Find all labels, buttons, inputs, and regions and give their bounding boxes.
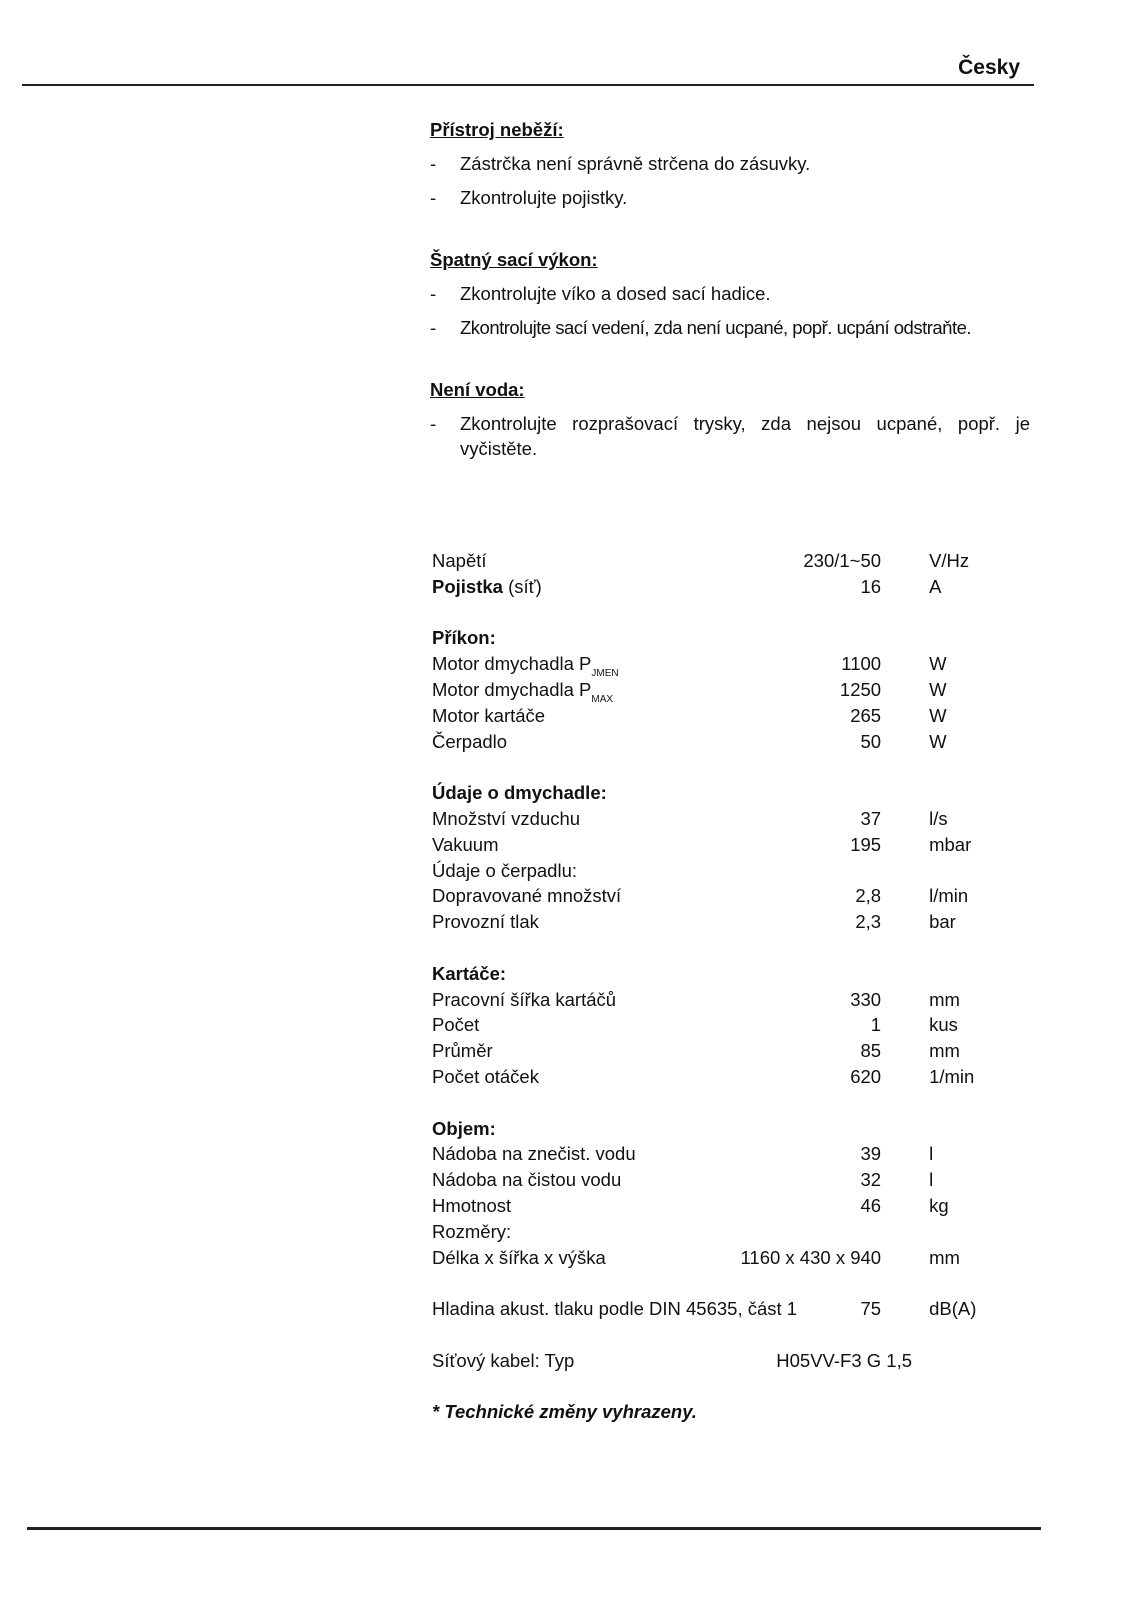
troubleshoot-block-no-water xyxy=(430,378,1030,461)
spec-heading: Údaje o dmychadle: xyxy=(432,782,607,804)
top-divider xyxy=(22,84,1034,86)
troubleshooting-section xyxy=(430,118,1030,499)
list-item: - Zástrčka není správně strčena do zásuvky. xyxy=(430,153,811,174)
troubleshoot-block-not-running xyxy=(430,118,1030,210)
page-language-header: Česky xyxy=(958,56,1020,79)
list-item: - Zkontrolujte víko a dosed sací hadice. xyxy=(430,283,771,304)
spec-row: Motor dmychadla $P_{MAX}$ 1250 W xyxy=(432,678,947,705)
spec-subheading: Rozměry: xyxy=(432,1220,512,1242)
spec-row: Hmotnost 46 kg xyxy=(432,1194,949,1216)
section-title: Špatný sací výkon: xyxy=(430,249,598,270)
spec-row: Množství vzduchu 37 l/s xyxy=(432,807,948,829)
spec-row: Počet 1 kus xyxy=(432,1014,958,1036)
spec-row: Nádoba na čistou vodu 32 l xyxy=(432,1169,934,1191)
section-title: Není voda: xyxy=(430,379,525,400)
spec-row: Počet otáček 620 1/min xyxy=(432,1065,975,1087)
troubleshoot-block-suction xyxy=(430,248,1030,340)
list-item: - Zkontrolujte rozprašovací trysky, zda nejsou ucpané, popř. je vyčistěte. xyxy=(430,413,1030,459)
spec-row: Vakuum 195 mbar xyxy=(432,833,972,855)
spec-row: Dopravované množství 2,8 l/min xyxy=(432,885,969,907)
spec-row: Motor kartáče 265 W xyxy=(432,704,947,726)
spec-row: Provozní tlak 2,3 bar xyxy=(432,911,956,933)
list-item: - Zkontrolujte pojistky. xyxy=(430,187,628,208)
spec-row: Síťový kabel: Typ H05VV-F3 G 1,5 xyxy=(432,1349,912,1371)
spec-heading: Příkon: xyxy=(432,627,496,649)
spec-heading: Objem: xyxy=(432,1117,496,1139)
spec-row: Pracovní šířka kartáčů 330 mm xyxy=(432,988,960,1010)
list-item: - Zkontrolujte sací vedení, zda není ucpané, popř. ucpání odstraňte. xyxy=(430,317,972,338)
spec-row: Motor dmychadla $P_{JMEN}$ 1100 W xyxy=(432,653,947,680)
spec-row: Délka x šířka x výška 1160 x 430 x 940 mm xyxy=(432,1246,960,1268)
spec-row: Průměr 85 mm xyxy=(432,1040,960,1062)
spec-row: Nádoba na znečist. vodu 39 l xyxy=(432,1143,934,1165)
spec-row: Napětí 230/1~50 V/Hz xyxy=(432,550,970,571)
footnote: * Technické změny vyhrazeny. xyxy=(432,1401,697,1423)
spec-subheading: Údaje o čerpadlu: xyxy=(432,859,578,881)
spec-row: Hladina akust. tlaku podle DIN 45635, část 1 75 dB(A) xyxy=(432,1298,977,1320)
bottom-divider xyxy=(27,1527,1041,1530)
spec-row: Čerpadlo 50 W xyxy=(432,730,947,752)
section-title: Přístroj neběží: xyxy=(430,119,564,140)
spec-heading: Kartáče: xyxy=(432,962,507,984)
spec-row: Pojistka (síť) 16 A xyxy=(432,575,942,597)
technical-specs xyxy=(432,548,1032,1425)
